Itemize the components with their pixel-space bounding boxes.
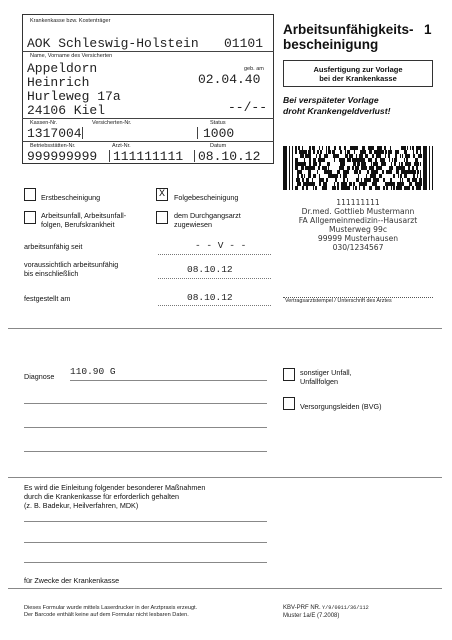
bis-label-2: bis einschließlich (24, 269, 79, 278)
arzt-nr-value: 111111111 (113, 149, 184, 164)
muster-label: Muster 1a/E (7.2008) (283, 613, 340, 619)
kassen-nr-value: 1317004 (27, 126, 82, 141)
geb-label: geb. am (244, 66, 264, 72)
form-title-line2: bescheinigung (283, 37, 379, 52)
name-label: Name, Vorname des Versicherten (30, 53, 113, 59)
durchgang-label-2: zugewiesen (174, 220, 212, 229)
diagnose-label: Diagnose (24, 372, 55, 381)
durchgang-checkbox[interactable] (156, 211, 168, 224)
stamp-line5: 99999 Musterhausen (317, 234, 399, 243)
festgestellt-label: festgestellt am (24, 294, 71, 303)
seit-label: arbeitsunfähig seit (24, 242, 83, 251)
surname-value: Appeldorn (27, 61, 98, 76)
versorgung-checkbox[interactable] (283, 397, 295, 410)
unfall-label-2: folgen, Berufskrankheit (41, 220, 115, 229)
diagnose-line-4[interactable] (24, 451, 267, 452)
stamp-line6: 030/1234567 (332, 243, 384, 252)
warning-line1: Bei verspäteter Vorlage (283, 95, 379, 105)
kasse-label: Krankenkasse bzw. Kostenträger (30, 18, 111, 24)
folge-checkbox[interactable]: X (156, 188, 168, 201)
massnahmen-line2: durch die Krankenkasse für erforderlich gehalten (24, 492, 180, 501)
massnahmen-line1: Es wird die Einleitung folgender besonderer Maßnahmen (24, 483, 206, 492)
vorlage-line2: bei der Krankenkasse (319, 74, 397, 83)
diagnose-line-3[interactable] (24, 427, 267, 428)
stamp-caption: Vertragsarztstempel / Unterschrift des Arztes (285, 298, 392, 304)
pdf417-barcode (283, 146, 433, 190)
versicherten-nr-label: Versicherten-Nr. (92, 120, 132, 126)
diagnose-line-2[interactable] (24, 403, 267, 404)
kasse-value: AOK Schleswig-Holstein (27, 36, 199, 51)
versorgung-label: Versorgungsleiden (BVG) (300, 402, 382, 411)
kbv-label: KBV-PRF NR. (283, 605, 321, 611)
sonst-unfall-label-2: Unfallfolgen (300, 377, 338, 386)
datum-value: 08.10.12 (198, 149, 261, 164)
seit-value: - - V - - (195, 240, 247, 251)
festgestellt-value: 08.10.12 (187, 292, 233, 303)
birthdate-value: 02.04.40 (198, 72, 261, 87)
kbv-value: Y/9/0911/36/112 (322, 605, 369, 611)
firstname-value: Heinrich (27, 75, 90, 90)
betriebsstaetten-value: 999999999 (27, 149, 98, 164)
status-value: 1000 (203, 126, 235, 141)
warning-line2: droht Krankengeldverlust! (283, 106, 391, 116)
betriebsstaetten-label: Betriebsstätten-Nr. (30, 143, 76, 149)
kasse-code: 01101 (224, 36, 264, 51)
arzt-nr-label: Arzt-Nr. (112, 143, 131, 149)
kassen-nr-label: Kassen-Nr. (30, 120, 58, 126)
valid-value: --/-- (228, 100, 268, 115)
vorlage-box (283, 60, 433, 87)
bis-label-1: voraussichtlich arbeitsunfähig (24, 260, 119, 269)
massnahmen-line3: (z. B. Badekur, Heilverfahren, MDK) (24, 501, 139, 510)
status-label: Status (210, 120, 226, 126)
vorlage-line1: Ausfertigung zur Vorlage (313, 65, 403, 74)
diagnose-value: 110.90 G (70, 366, 116, 377)
durchgang-label-1: dem Durchgangsarzt (174, 211, 241, 220)
massnahmen-line-b[interactable] (24, 542, 267, 543)
street-value: Hurleweg 17a (27, 89, 121, 104)
sonst-unfall-label-1: sonstiger Unfall, (300, 368, 352, 377)
erst-checkbox[interactable] (24, 188, 36, 201)
stamp-line2: Dr.med. Gottlieb Mustermann (301, 207, 415, 216)
city-value: 24106 Kiel (27, 103, 106, 118)
stamp-line4: Musterweg 99c (328, 225, 388, 234)
footer-note-1: Dieses Formular wurde mittels Laserdrucker in der Arztpraxis erzeugt. (24, 605, 198, 611)
datum-label: Datum (210, 143, 227, 149)
doctor-stamp (283, 198, 433, 252)
unfall-checkbox[interactable] (24, 211, 36, 224)
zwecke-label: für Zwecke der Krankenkasse (24, 576, 120, 585)
sonst-unfall-checkbox[interactable] (283, 368, 295, 381)
bis-value: 08.10.12 (187, 264, 233, 275)
footer-note-2: Der Barcode enthält keine auf dem Formular nicht lesbaren Daten. (24, 612, 189, 618)
folge-label: Folgebescheinigung (174, 193, 239, 202)
form-number: 1 (424, 22, 432, 37)
form-title-line1: Arbeitsunfähigkeits- (283, 22, 414, 37)
stamp-line1: 111111111 (336, 198, 380, 207)
stamp-line3: FA Allgemeinmedizin--Hausarzt (298, 216, 418, 225)
unfall-label-1: Arbeitsunfall, Arbeitsunfall- (41, 211, 127, 220)
erst-label: Erstbescheinigung (41, 193, 101, 202)
massnahmen-line-a[interactable] (24, 521, 267, 522)
massnahmen-line-c[interactable] (24, 562, 267, 563)
